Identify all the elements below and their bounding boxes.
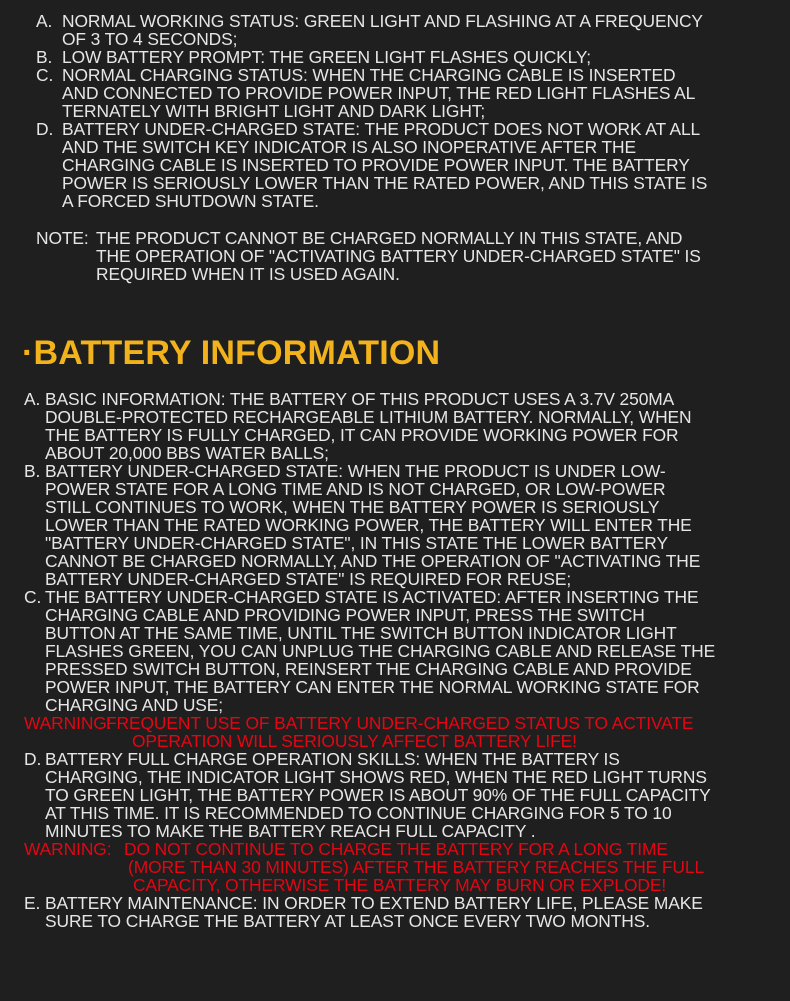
battery-item-c: C. THE BATTERY UNDER-CHARGED STATE IS ACTIVATED: AFTER INSERTING THE CHARGING CABLE AND PROVIDING POWER INPUT, PRESS THE SWITCH BUTTON AT THE SAME TIME, UNTIL THE SWITCH BUTTON INDICATOR LIGHT FLASHES GREEN, YOU CAN UNPLUG THE CHARGING CABLE AND RELEASE THE PRESSED SWITCH BUTTON, REINSERT THE CHARGING CABLE AND PROVIDE POWER INPUT, THE BATTERY CAN ENTER THE NORMAL WORKING STATE FOR CHARGING AND USE; xyxy=(24,587,716,715)
note: NOTE: THE PRODUCT CANNOT BE CHARGED NORMALLY IN THIS STATE, AND THE OPERATION OF "ACTIVATING BATTERY UNDER-CHARGED STATE" IS REQUIRED WHEN IT IS USED AGAIN. xyxy=(0,229,790,283)
warning-activation: WARNING: FREQUENT USE OF BATTERY UNDER-CHARGED STATUS TO ACTIVATE OPERATION WILL SERIOUSLY AFFECT BATTERY LIFE! xyxy=(24,713,694,751)
status-list xyxy=(0,12,790,210)
status-item-d: D. BATTERY UNDER-CHARGED STATE: THE PRODUCT DOES NOT WORK AT ALL AND THE SWITCH KEY INDICATOR IS ALSO INOPERATIVE AFTER THE CHARGING CABLE IS INSERTED TO PROVIDE POWER INPUT. THE BATTERY POWER IS SERIOUSLY LOWER THAN THE RATED POWER, AND THIS STATE IS A FORCED SHUTDOWN STATE. xyxy=(36,119,708,211)
battery-item-b: B. BATTERY UNDER-CHARGED STATE: WHEN THE PRODUCT IS UNDER LOW- POWER STATE FOR A LONG TIME AND IS NOT CHARGED, OR LOW-POWER STILL CONTINUES TO WORK, WHEN THE BATTERY POWER IS SERIOUSLY LOWER THAN THE RATED WORKING POWER, THE BATTERY WILL ENTER THE "BATTERY UNDER-CHARGED STATE", IN THIS STATE THE LOWER BATTERY CANNOT BE CHARGED NORMALLY, AND THE OPERATION OF "ACTIVATING THE BATTERY UNDER-CHARGED STATE" IS REQUIRED FOR REUSE; xyxy=(24,461,701,589)
battery-list xyxy=(0,390,790,930)
battery-item-d: D. BATTERY FULL CHARGE OPERATION SKILLS: WHEN THE BATTERY IS CHARGING, THE INDICATOR LIGHT SHOWS RED, WHEN THE RED LIGHT TURNS TO GREEN LIGHT, THE BATTERY POWER IS ABOUT 90% OF THE FULL CAPACITY AT THIS TIME. IT IS RECOMMENDED TO CONTINUE CHARGING FOR 5 TO 10 MINUTES TO MAKE THE BATTERY REACH FULL CAPACITY . xyxy=(24,749,711,841)
battery-item-e: E. BATTERY MAINTENANCE: IN ORDER TO EXTEND BATTERY LIFE, PLEASE MAKE SURE TO CHARGE THE BATTERY AT LEAST ONCE EVERY TWO MONTHS. xyxy=(24,893,703,931)
warning-overcharge: WARNING: DO NOT CONTINUE TO CHARGE THE BATTERY FOR A LONG TIME (MORE THAN 30 MINUTES) AFTER THE BATTERY REACHES THE FULL CAPACITY, OTHERWISE THE BATTERY MAY BURN OR EXPLODE! xyxy=(24,839,705,895)
note-label: NOTE: xyxy=(36,228,89,248)
status-item-b: B. LOW BATTERY PROMPT: THE GREEN LIGHT FLASHES QUICKLY; xyxy=(36,47,592,67)
status-item-c: C. NORMAL CHARGING STATUS: WHEN THE CHARGING CABLE IS INSERTED AND CONNECTED TO PROVIDE POWER INPUT, THE RED LIGHT FLASHES AL TERNATELY WITH BRIGHT LIGHT AND DARK LIGHT; xyxy=(36,65,696,121)
battery-item-a: A. BASIC INFORMATION: THE BATTERY OF THIS PRODUCT USES A 3.7V 250MA DOUBLE-PROTECTED RECHARGEABLE LITHIUM BATTERY. NORMALLY, WHEN THE BATTERY IS FULLY CHARGED, IT CAN PROVIDE WORKING POWER FOR ABOUT 20,000 BBS WATER BALLS; xyxy=(24,389,692,463)
battery-information-heading: ·BATTERY INFORMATION xyxy=(22,334,441,372)
status-item-a: A. NORMAL WORKING STATUS: GREEN LIGHT AND FLASHING AT A FREQUENCY OF 3 TO 4 SECONDS; xyxy=(36,11,703,49)
